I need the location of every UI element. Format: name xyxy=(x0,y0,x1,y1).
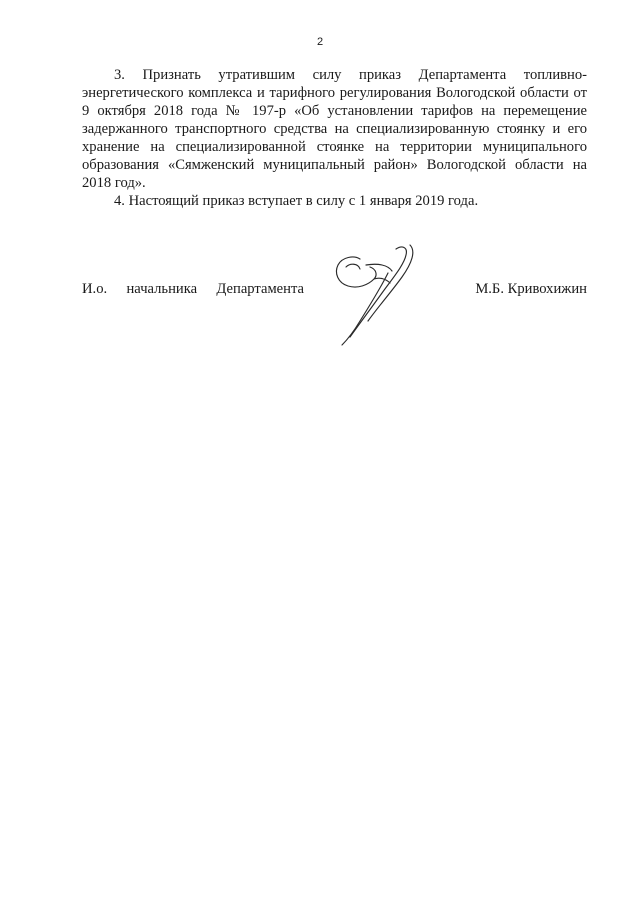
paragraph-4: 4. Настоящий приказ вступает в силу с 1 января 2019 года. xyxy=(114,193,479,209)
signer-name: М.Б. Кривохижин xyxy=(475,281,587,297)
page-number: 2 xyxy=(316,36,324,48)
paragraph-3: 3. Признать утратившим силу приказ Департамента топливно-энергетического комплекса и тарифного регулирования Вологодской области от 9 октября 2018 года № 197-р «Об установлении тарифов на перемещение задержанного транспортного средства на специализированную стоянку и его хранение на специализированной стоянке на территории муниципального образования «Сямженский муниципальный район» Вологодской области на 2018 год». xyxy=(82,67,587,191)
document-body xyxy=(82,66,587,210)
position-title: И.о. начальника Департамента xyxy=(82,281,304,297)
handwritten-signature-icon xyxy=(330,243,426,347)
